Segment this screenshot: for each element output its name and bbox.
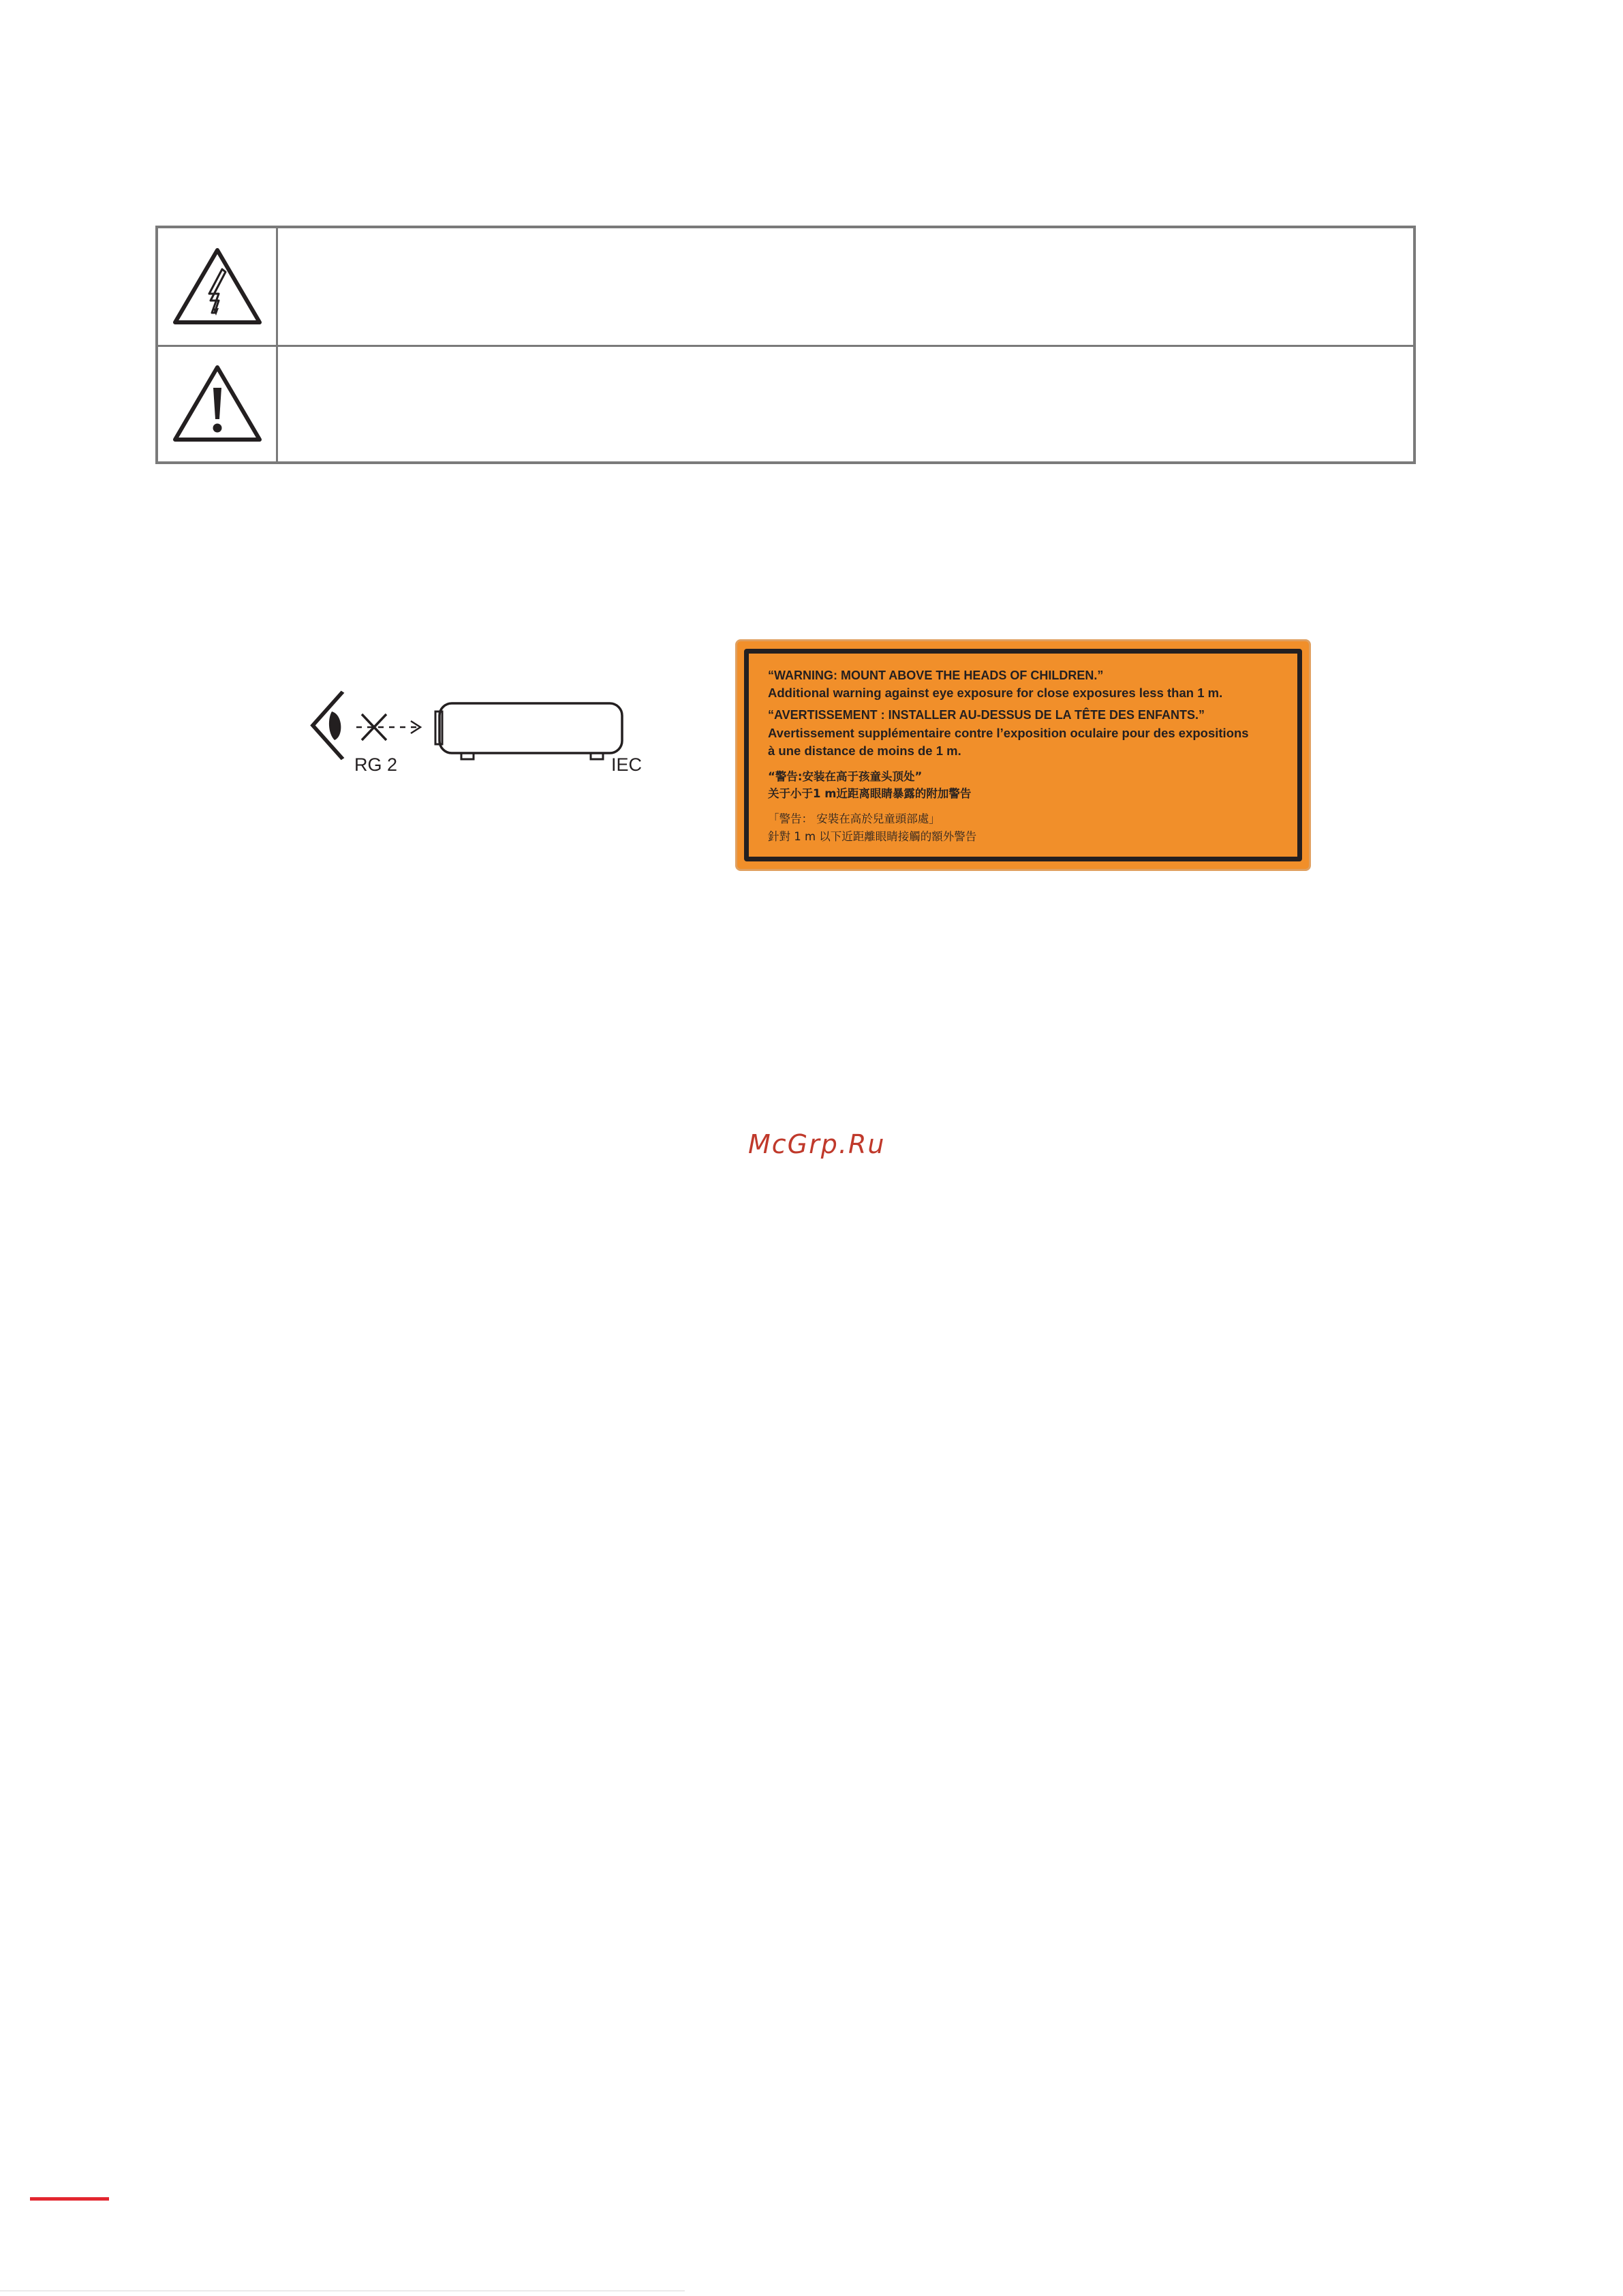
symbol-description bbox=[278, 346, 1413, 461]
iec-label: IEC bbox=[611, 754, 643, 775]
footer-accent-rule bbox=[30, 2197, 109, 2201]
general-caution-icon bbox=[170, 362, 265, 446]
warning-line-fr-body-2: à une distance de moins de 1 m. bbox=[768, 744, 961, 758]
symbol-description bbox=[278, 228, 1413, 345]
warning-line-fr-body-1: Avertissement supplémentaire contre l’exposition oculaire pour des expositions bbox=[768, 726, 1249, 740]
electric-shock-warning-icon bbox=[170, 245, 265, 329]
symbol-row-electric-shock bbox=[158, 228, 1413, 347]
eye-exposure-diagram bbox=[310, 688, 651, 791]
warning-line-zh-tw-body: 針對 1 m 以下近距離眼睛接觸的額外警告 bbox=[768, 830, 977, 843]
eye-projector-illustration bbox=[310, 688, 651, 763]
warning-line-zh-cn-title: “警告:安装在高于孩童头顶处” bbox=[768, 770, 923, 783]
symbol-row-caution bbox=[158, 346, 1413, 461]
projector-icon bbox=[439, 703, 622, 753]
symbol-icon-cell bbox=[158, 228, 278, 345]
risk-group-label: RG 2 bbox=[354, 754, 398, 775]
warning-line-en-body: Additional warning against eye exposure for close exposures less than 1 m. bbox=[768, 686, 1223, 700]
warning-line-fr-title: “AVERTISSEMENT : INSTALLER AU-DESSUS DE LA TÊTE DES ENFANTS.” bbox=[768, 708, 1205, 722]
warning-line-zh-cn-body: 关于小于1 m近距离眼睛暴露的附加警告 bbox=[768, 787, 972, 800]
warning-line-en-title: “WARNING: MOUNT ABOVE THE HEADS OF CHILDREN.” bbox=[768, 669, 1104, 682]
warning-line-zh-tw-title: 「警告： 安裝在高於兒童頭部處」 bbox=[768, 812, 940, 825]
watermark: McGrp.Ru bbox=[748, 1129, 886, 1159]
warning-label bbox=[735, 639, 1311, 871]
safety-symbol-table bbox=[155, 226, 1416, 464]
warning-label-border bbox=[744, 649, 1302, 861]
symbol-icon-cell bbox=[158, 346, 278, 461]
